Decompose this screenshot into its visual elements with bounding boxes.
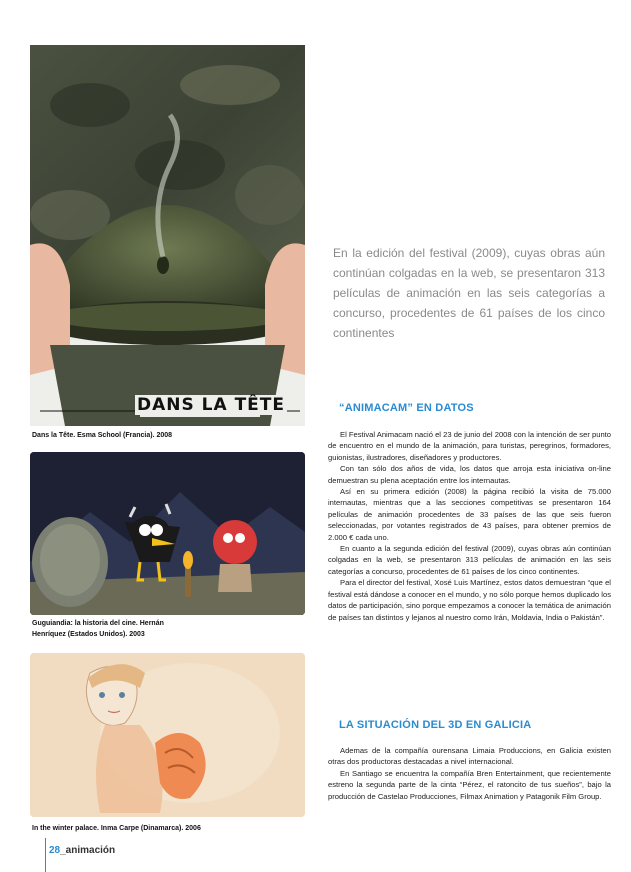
paragraph: En cuanto a la segunda edición del festival (2009), cuyas obras aún continúan colgadas en la web, se presentaron 313 películas de animación en las seis categorías a concurso, procedentes de 61 países de los cinco continentes. <box>328 544 611 576</box>
illustration-soldier-helmet <box>30 45 305 426</box>
section-body-3d-galicia <box>328 745 611 802</box>
footer-rule <box>45 838 46 872</box>
section-heading-3d-galicia: LA SITUACIÓN DEL 3D EN GALICIA <box>339 719 532 731</box>
page-section: _animación <box>60 845 116 856</box>
section-body-animacam <box>328 429 611 623</box>
paragraph: En Santiago se encuentra la compañía Bren Entertainment, que recientemente estreno la segunda parte de la cinta “Pérez, el ratoncito de tus sueños”, bajo la producción de Castelao Producciones, Filmax Animation y Patagonik Film Group. <box>328 768 611 801</box>
photo-guguiandia <box>30 452 305 615</box>
page-folio <box>49 845 115 856</box>
caption-guguiandia-line1: Guguiandia: la historia del cine. Hernán <box>32 620 164 627</box>
caption-dans-la-tete: Dans la Tête. Esma School (Francia). 2008 <box>32 432 173 439</box>
caption-guguiandia-line2: Henríquez (Estados Unidos). 2003 <box>32 631 145 638</box>
pull-quote-text: En la edición del festival (2009), cuyas obras aún continúan colgadas en la web, se presentaron 313 películas de animación en las seis categorías a concurso, procedentes de 61 países de los cinco continentes <box>333 246 605 340</box>
page-number: 28 <box>49 845 61 856</box>
illustration-winter-palace <box>30 653 305 817</box>
paragraph: Con tan sólo dos años de vida, los datos que arroja esta iniciativa on-line demuestran su plena aceptación entre los internautas. <box>328 464 611 485</box>
photo-dans-la-tete <box>30 45 305 426</box>
photo-winter-palace <box>30 653 305 817</box>
section-heading-animacam: “ANIMACAM” EN DATOS <box>339 402 474 414</box>
pull-quote <box>333 243 605 343</box>
paragraph: Así en su primera edición (2008) la página recibió la visita de 75.000 internautas, mientras que a las secciones competitivas se presentaron 164 películas de animación procedentes de 33 países de las que seis fueron seleccionadas, por votantes registrados de 43 países, para obtener premios de 2.000 € cada uno. <box>328 487 611 542</box>
caption-winter-palace: In the winter palace. Inma Carpe (Dinamarca). 2006 <box>32 825 201 832</box>
paragraph: Ademas de la compañía ourensana Limaia Produccions, en Galicia existen otras dos productoras destacadas a nivel internacional. <box>328 746 611 767</box>
paragraph: Para el director del festival, Xosé Luis Martínez, estos datos demuestran “que el festival está dándose a conocer en el mundo, y no sólo porque hemos duplicado los datos de participación, sino porque empezamos a conocer la temática de animación de países tan distintos y lejanos al nuestro como Irán, Moldavia, India o Pakistán”. <box>328 578 611 622</box>
illustration-guguiandia <box>30 452 305 615</box>
title-art-dans-la-tete: DANS LA TÊTE <box>137 395 285 415</box>
paragraph: El Festival Animacam nació el 23 de junio del 2008 con la intención de ser punto de encuentro en el mundo de la animación, para turistas, peregrinos, formadores, guionistas, ilustradores, diseñadores y productores. <box>328 430 611 462</box>
